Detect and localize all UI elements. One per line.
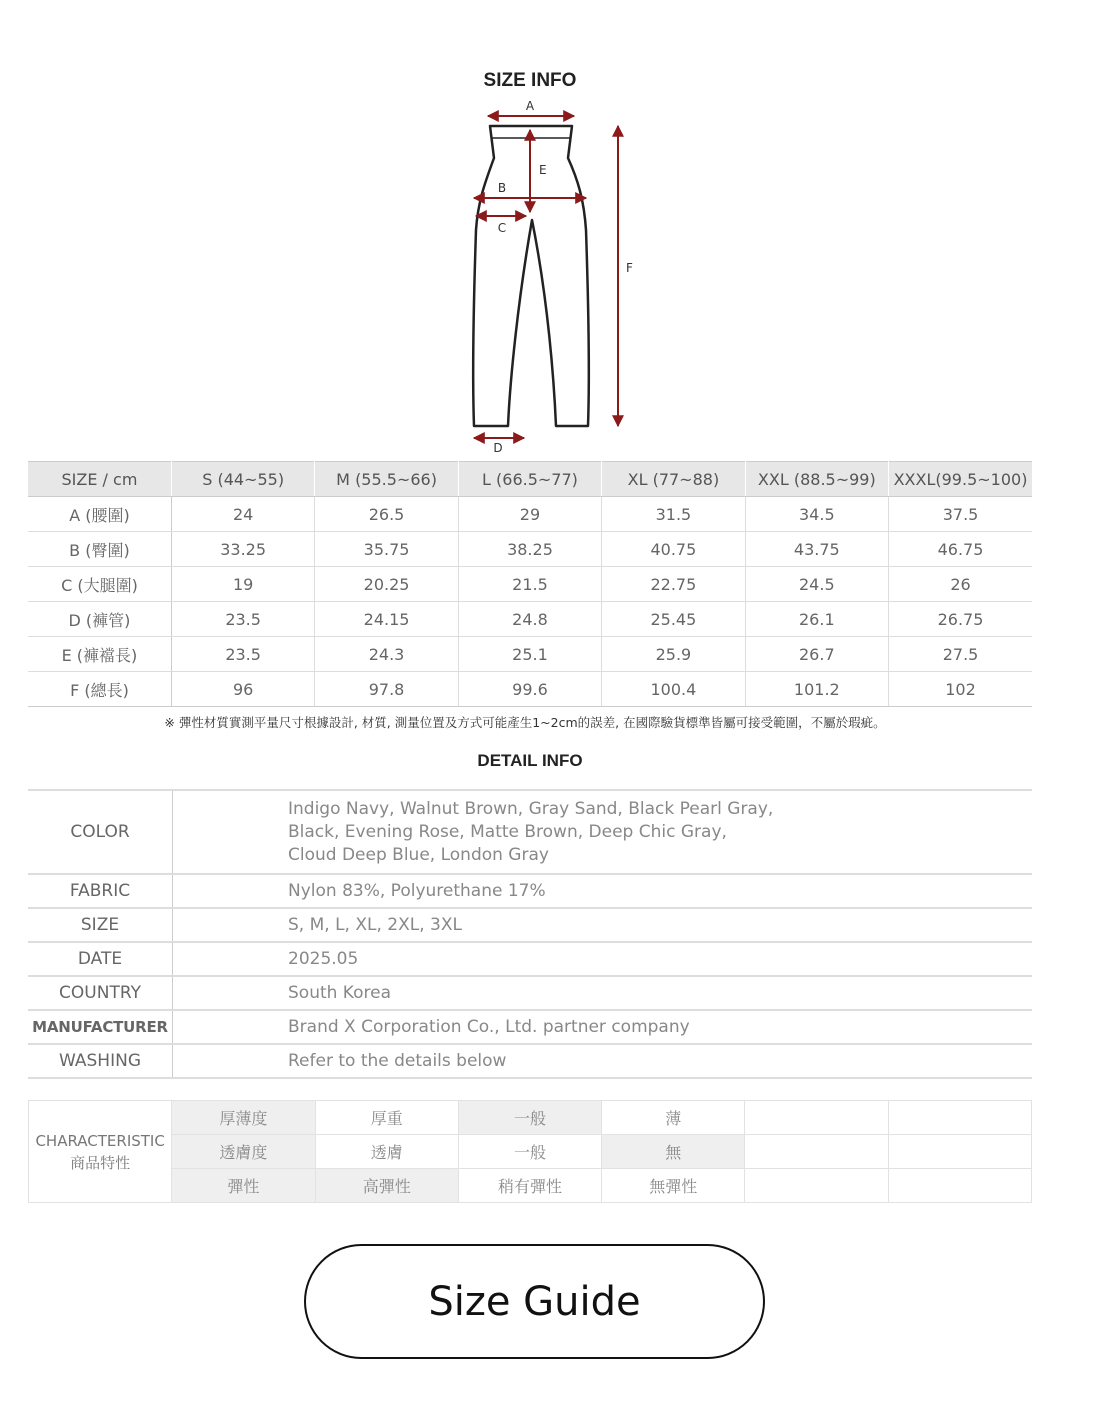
detail-label: COLOR <box>28 790 173 874</box>
size-table-header <box>28 462 1032 497</box>
characteristic-row-elasticity <box>29 1169 1032 1203</box>
detail-label: FABRIC <box>28 874 173 908</box>
label-a: A <box>525 100 535 113</box>
table-cell: 25.9 <box>602 637 745 672</box>
characteristic-option: 透膚 <box>315 1135 458 1169</box>
table-cell: 23.5 <box>171 637 314 672</box>
table-cell: 27.5 <box>889 637 1032 672</box>
table-cell: 26.1 <box>745 602 888 637</box>
size-table <box>28 461 1032 707</box>
characteristic-option-selected: 一般 <box>458 1101 601 1135</box>
characteristic-option: 高彈性 <box>315 1169 458 1203</box>
detail-row-washing <box>28 1044 1032 1078</box>
table-row <box>28 532 1032 567</box>
table-row <box>28 567 1032 602</box>
characteristic-name: 厚薄度 <box>172 1101 315 1135</box>
detail-row-date <box>28 942 1032 976</box>
table-cell: 26.5 <box>315 497 458 532</box>
empty-cell <box>888 1169 1031 1203</box>
pants-measurement-diagram <box>460 100 650 460</box>
label-c: C <box>497 221 507 235</box>
empty-cell <box>745 1135 888 1169</box>
table-cell: 24.8 <box>458 602 601 637</box>
table-cell: 29 <box>458 497 601 532</box>
row-label: C (大腿圍) <box>28 567 171 602</box>
characteristic-option: 無彈性 <box>602 1169 745 1203</box>
detail-label: WASHING <box>28 1044 173 1078</box>
header-cell: L (66.5~77) <box>458 462 601 497</box>
row-label: B (臀圍) <box>28 532 171 567</box>
characteristic-name: 透膚度 <box>172 1135 315 1169</box>
table-cell: 35.75 <box>315 532 458 567</box>
row-label: A (腰圍) <box>28 497 171 532</box>
size-info-title: SIZE INFO <box>483 70 577 91</box>
table-cell: 26.7 <box>745 637 888 672</box>
detail-row-country <box>28 976 1032 1010</box>
detail-value: 2025.05 <box>173 942 1033 976</box>
row-label: E (褲襠長) <box>28 637 171 672</box>
table-cell: 23.5 <box>171 602 314 637</box>
label-d: D <box>493 441 503 455</box>
detail-label: COUNTRY <box>28 976 173 1010</box>
table-cell: 37.5 <box>889 497 1032 532</box>
table-row <box>28 637 1032 672</box>
header-cell: XXL (88.5~99) <box>745 462 888 497</box>
characteristic-option: 一般 <box>458 1135 601 1169</box>
detail-value-color <box>173 790 1033 874</box>
table-cell: 34.5 <box>745 497 888 532</box>
detail-row-size <box>28 908 1032 942</box>
table-cell: 25.1 <box>458 637 601 672</box>
characteristic-option: 稍有彈性 <box>458 1169 601 1203</box>
color-line: Indigo Navy, Walnut Brown, Gray Sand, Black Pearl Gray, <box>288 798 774 819</box>
table-cell: 19 <box>171 567 314 602</box>
characteristic-row-thickness <box>29 1101 1032 1135</box>
table-row <box>28 672 1032 707</box>
header-cell: SIZE / cm <box>28 462 171 497</box>
table-cell: 40.75 <box>602 532 745 567</box>
header-cell: XXXL(99.5~100) <box>889 462 1032 497</box>
table-cell: 101.2 <box>745 672 888 707</box>
size-guide-button[interactable]: Size Guide <box>304 1244 765 1359</box>
detail-info-title: DETAIL INFO <box>477 751 583 770</box>
empty-cell <box>745 1169 888 1203</box>
header-cell: XL (77~88) <box>602 462 745 497</box>
detail-value: Brand X Corporation Co., Ltd. partner company <box>173 1010 1033 1044</box>
empty-cell <box>745 1101 888 1135</box>
table-cell: 31.5 <box>602 497 745 532</box>
detail-value: Refer to the details below <box>173 1044 1033 1078</box>
detail-label: DATE <box>28 942 173 976</box>
table-cell: 25.45 <box>602 602 745 637</box>
characteristic-row-sheerness <box>29 1135 1032 1169</box>
table-cell: 24.3 <box>315 637 458 672</box>
detail-label: SIZE <box>28 908 173 942</box>
header-cell: S (44~55) <box>171 462 314 497</box>
detail-row-color <box>28 790 1032 874</box>
characteristic-name: 彈性 <box>172 1169 315 1203</box>
color-line: Black, Evening Rose, Matte Brown, Deep Chic Gray, <box>288 821 727 842</box>
label-e: E <box>539 163 547 177</box>
detail-row-fabric <box>28 874 1032 908</box>
table-cell: 26 <box>889 567 1032 602</box>
table-cell: 26.75 <box>889 602 1032 637</box>
detail-value: S, M, L, XL, 2XL, 3XL <box>173 908 1033 942</box>
table-cell: 100.4 <box>602 672 745 707</box>
table-cell: 24 <box>171 497 314 532</box>
measurement-note: ※ 彈性材質實測平量尺寸根據設計, 材質, 測量位置及方式可能產生1~2cm的誤差, 在國際驗貨標準皆屬可接受範圍，不屬於瑕疵。 <box>164 715 886 730</box>
empty-cell <box>888 1135 1031 1169</box>
table-cell: 46.75 <box>889 532 1032 567</box>
table-cell: 97.8 <box>315 672 458 707</box>
row-label: D (褲管) <box>28 602 171 637</box>
characteristic-label-en: CHARACTERISTIC <box>35 1131 165 1150</box>
characteristic-label-zh: 商品特性 <box>70 1153 131 1172</box>
table-cell: 20.25 <box>315 567 458 602</box>
table-cell: 22.75 <box>602 567 745 602</box>
characteristic-option-selected: 無 <box>602 1135 745 1169</box>
label-b: B <box>497 181 507 195</box>
characteristic-option: 厚重 <box>315 1101 458 1135</box>
characteristic-table <box>28 1100 1032 1203</box>
table-cell: 43.75 <box>745 532 888 567</box>
empty-cell <box>888 1101 1031 1135</box>
color-line: Cloud Deep Blue, London Gray <box>288 844 549 865</box>
table-row <box>28 602 1032 637</box>
header-cell: M (55.5~66) <box>315 462 458 497</box>
table-row <box>28 497 1032 532</box>
detail-value: Nylon 83%, Polyurethane 17% <box>173 874 1033 908</box>
table-cell: 99.6 <box>458 672 601 707</box>
detail-table <box>28 789 1032 1079</box>
table-cell: 24.15 <box>315 602 458 637</box>
characteristic-option: 薄 <box>602 1101 745 1135</box>
detail-value: South Korea <box>173 976 1033 1010</box>
table-cell: 33.25 <box>171 532 314 567</box>
table-cell: 102 <box>889 672 1032 707</box>
table-cell: 38.25 <box>458 532 601 567</box>
detail-label: MANUFACTURER <box>28 1010 173 1044</box>
table-cell: 24.5 <box>745 567 888 602</box>
table-cell: 21.5 <box>458 567 601 602</box>
detail-row-manufacturer <box>28 1010 1032 1044</box>
characteristic-label <box>29 1101 172 1203</box>
table-cell: 96 <box>171 672 314 707</box>
row-label: F (總長) <box>28 672 171 707</box>
label-f: F <box>626 261 633 275</box>
